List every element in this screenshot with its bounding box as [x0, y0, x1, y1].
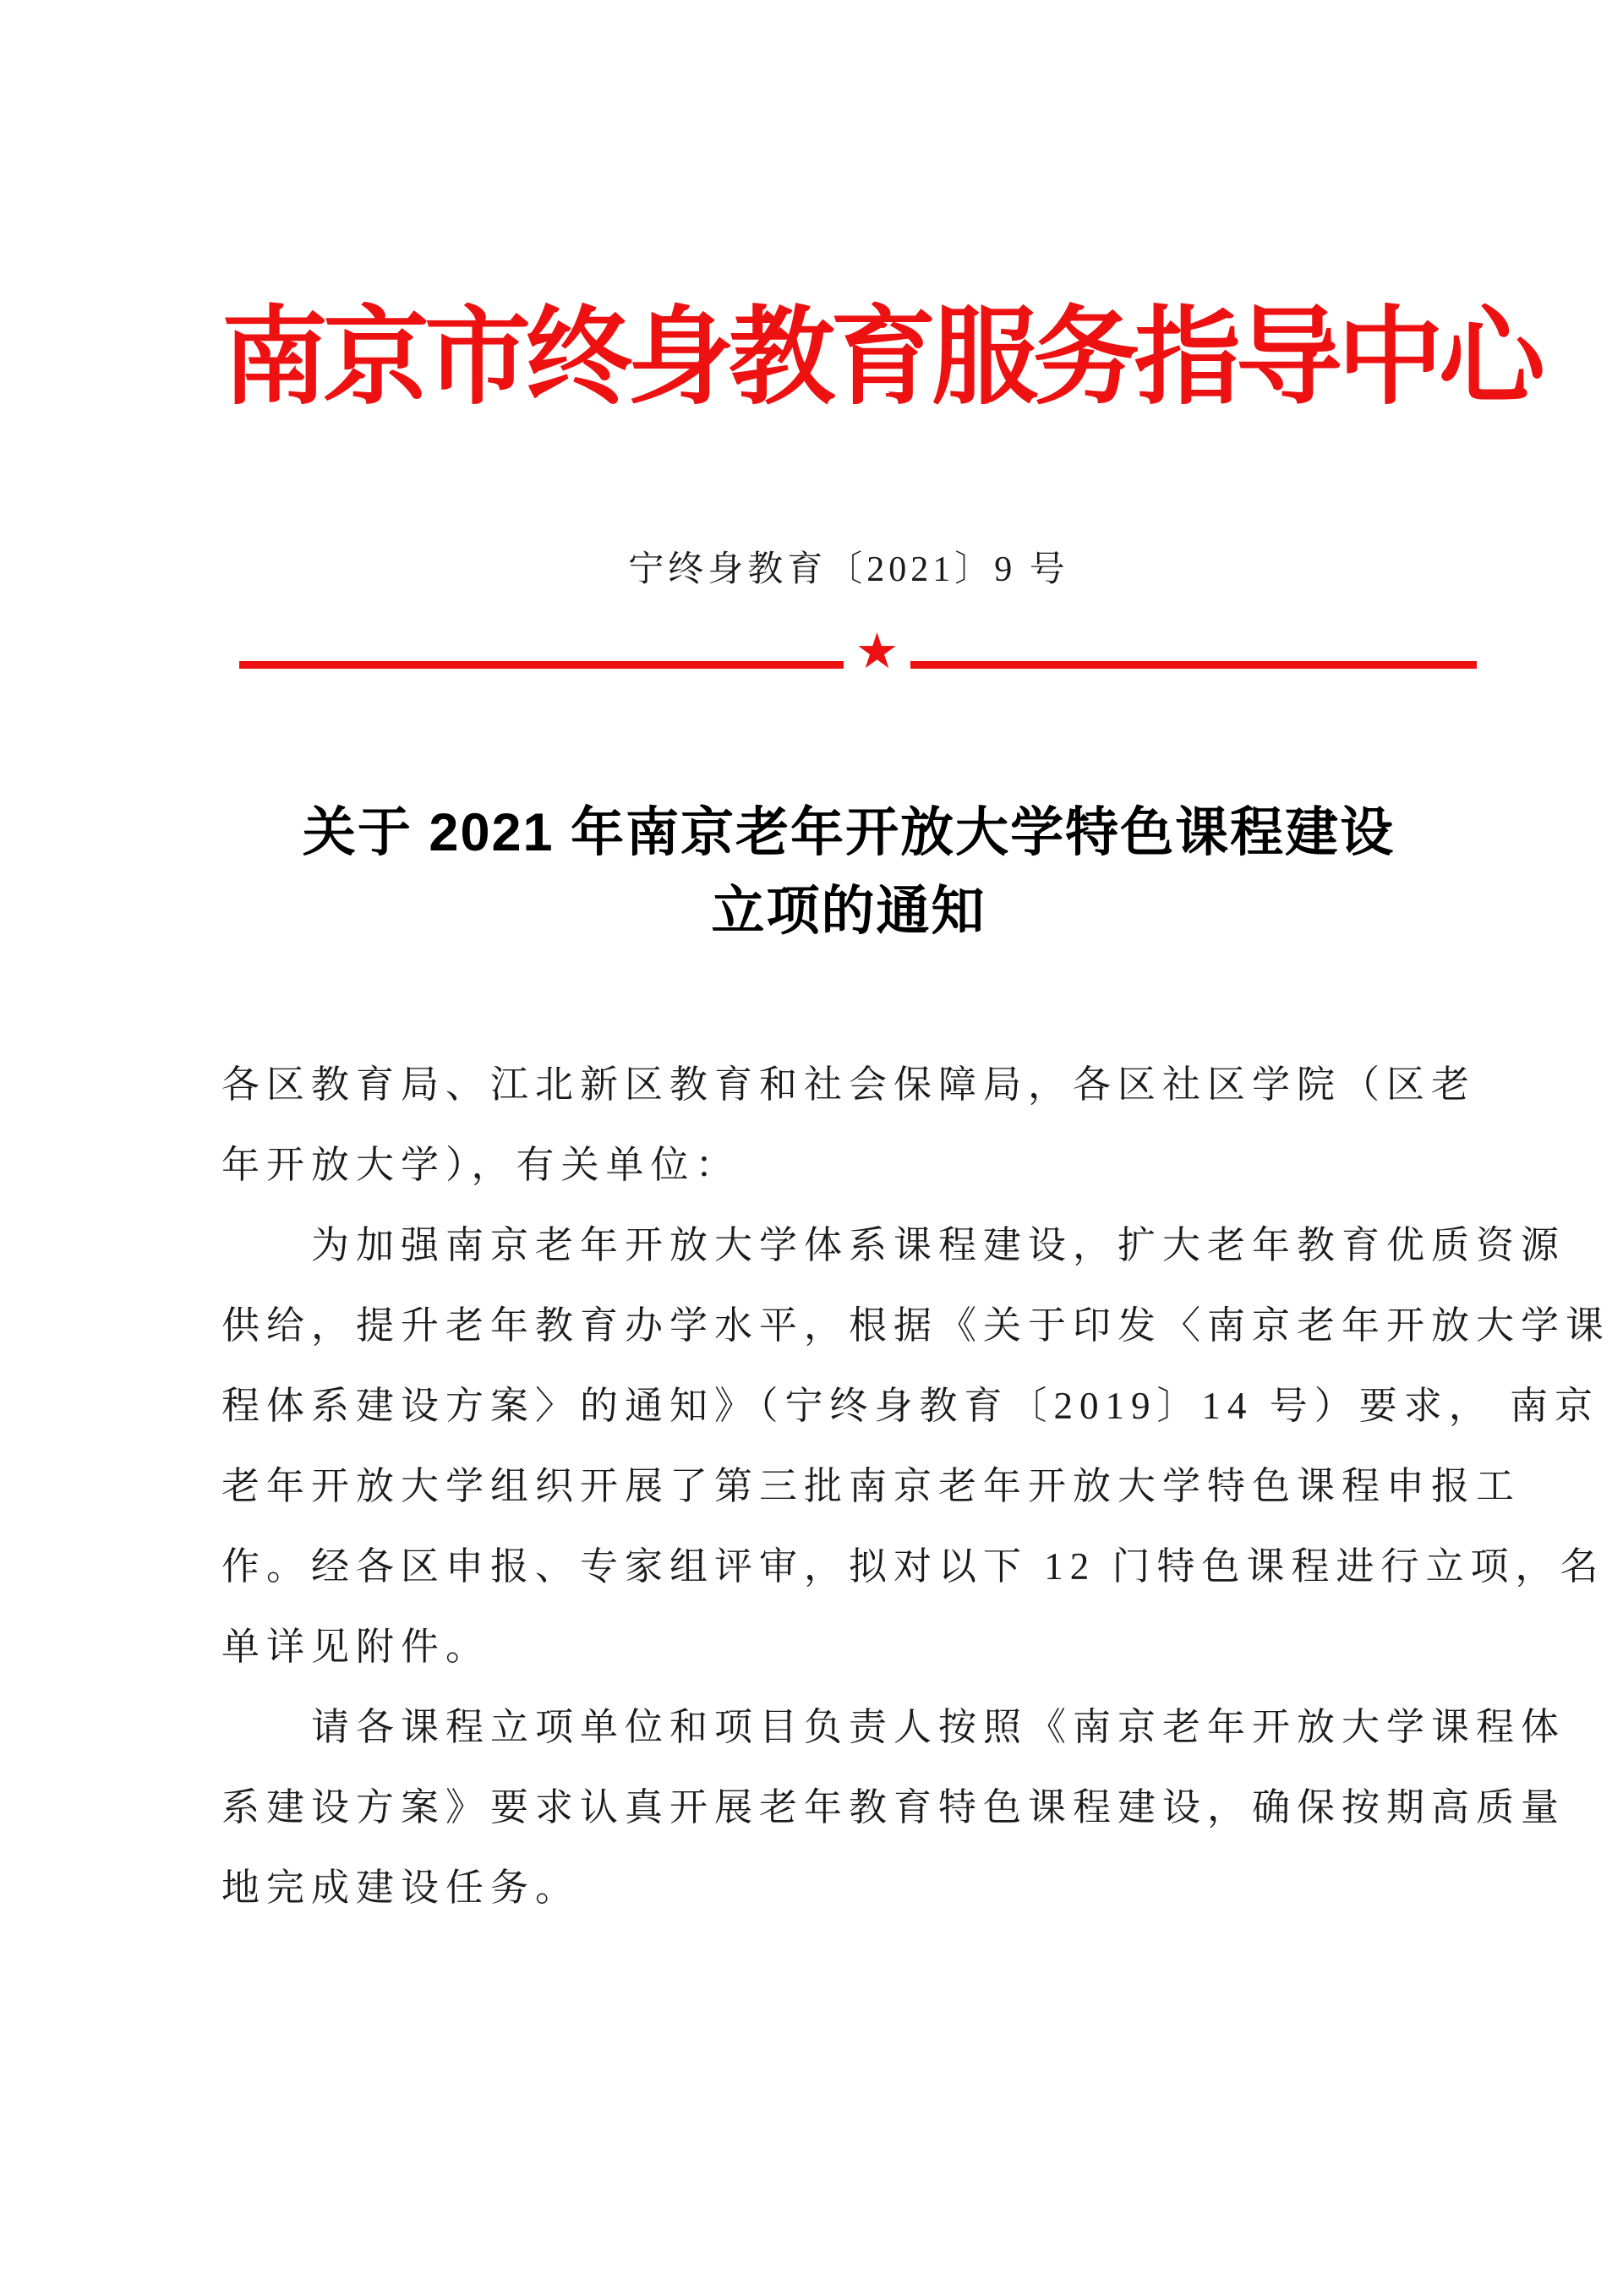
red-rule-right: [910, 661, 1477, 669]
body-line: 各区教育局、江北新区教育和社会保障局，各区社区学院（区老: [221, 1063, 1477, 1106]
document-body: [221, 1045, 1611, 1928]
body-line: 单详见附件。: [221, 1626, 491, 1668]
body-line: 请各课程立项单位和项目负责人按照《南京老年开放大学课程体: [311, 1706, 1566, 1748]
letterhead-divider: [239, 622, 1477, 680]
body-line: 为加强南京老年开放大学体系课程建设，扩大老年教育优质资源: [311, 1224, 1566, 1266]
body-line: 作。经各区申报、专家组评审，拟对以下 12 门特色课程进行立项，名: [221, 1545, 1605, 1588]
document-content: [221, 0, 1611, 2296]
body-line: 地完成建设任务。: [221, 1867, 581, 1909]
red-rule-left: [239, 661, 844, 669]
body-line: 程体系建设方案〉的通知》（宁终身教育〔2019〕14 号）要求， 南京: [221, 1385, 1600, 1427]
notice-title: [221, 794, 1476, 951]
doc-number: 宁终身教育〔2021〕9 号: [628, 550, 1069, 589]
body-line: 供给，提升老年教育办学水平，根据《关于印发〈南京老年开放大学课: [221, 1304, 1611, 1347]
notice-title-line-1: 关于 2021 年南京老年开放大学特色课程建设: [302, 803, 1396, 862]
body-line: 老年开放大学组织开展了第三批南京老年开放大学特色课程申报工: [221, 1465, 1522, 1507]
notice-title-line-2: 立项的通知: [711, 882, 986, 941]
body-line: 年开放大学），有关单位：: [221, 1144, 740, 1186]
letterhead-org-name: 南京市终身教育服务指导中心: [221, 300, 1540, 418]
body-line: 系建设方案》要求认真开展老年教育特色课程建设，确保按期高质量: [221, 1786, 1566, 1829]
star-icon: ★: [855, 622, 899, 680]
